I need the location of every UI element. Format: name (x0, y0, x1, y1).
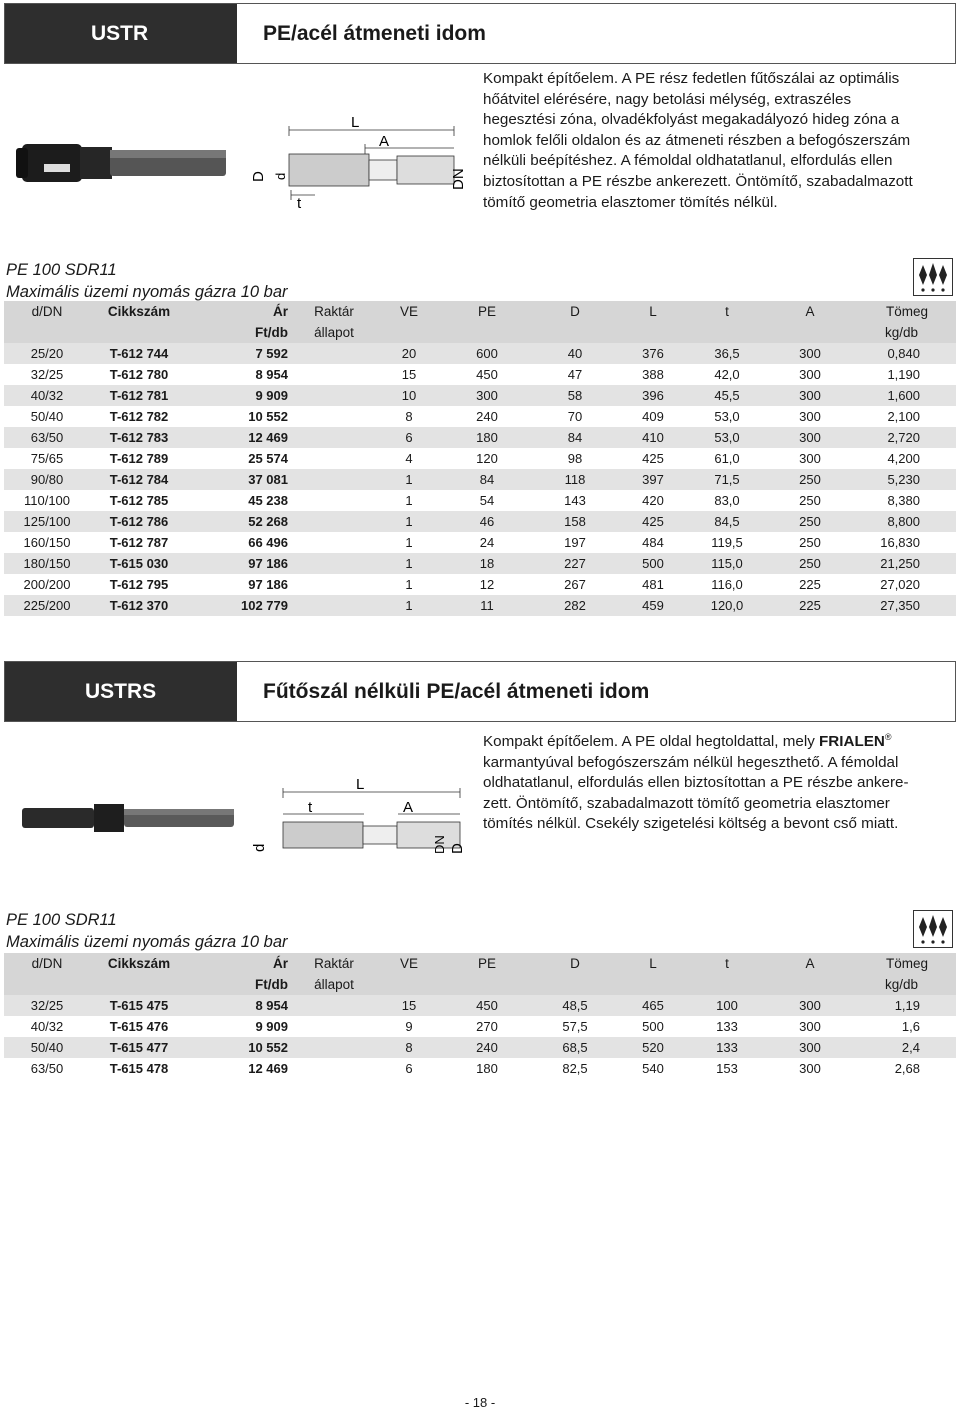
table-cell: 47 (536, 364, 614, 385)
spec-pressure: Maximális üzemi nyomás gázra 10 bar (6, 933, 288, 951)
table-cell: 4,200 (858, 448, 956, 469)
col-header: Ár (188, 953, 288, 974)
table-cell: 84 (438, 469, 536, 490)
table-cell: 9 (380, 1016, 438, 1037)
table-cell: 53,0 (692, 406, 762, 427)
table-cell: 10 (380, 385, 438, 406)
table-cell: 225/200 (4, 595, 90, 616)
table-row (4, 532, 956, 553)
table-cell: 1 (380, 511, 438, 532)
table-cell: 1 (380, 553, 438, 574)
table-cell: 270 (438, 1016, 536, 1037)
section1-code: USTR (5, 4, 237, 63)
diagram-label-A: A (379, 133, 390, 150)
table-cell: 116,0 (692, 574, 762, 595)
table-cell: T-612 786 (90, 511, 188, 532)
col-header: L (614, 953, 692, 974)
table-cell: 10 552 (188, 1037, 288, 1058)
table-row (4, 343, 956, 364)
table-cell (288, 427, 380, 448)
table-cell: 465 (614, 995, 692, 1016)
gas-pressure-icon (913, 258, 953, 296)
table-cell (288, 490, 380, 511)
col-header: PE (438, 953, 536, 974)
col-header: t (692, 953, 762, 974)
product-photo-ustr (14, 138, 230, 188)
col-header: VE (380, 953, 438, 974)
col-header: d/DN (4, 953, 90, 974)
table-cell: 240 (438, 1037, 536, 1058)
table-cell: 300 (762, 343, 858, 364)
table-cell: 300 (762, 427, 858, 448)
table-cell: 0,840 (858, 343, 956, 364)
table-cell: 115,0 (692, 553, 762, 574)
table-cell: 70 (536, 406, 614, 427)
table-cell (288, 343, 380, 364)
table-cell: 197 (536, 532, 614, 553)
table-cell: 12 469 (188, 1058, 288, 1079)
table-cell: 227 (536, 553, 614, 574)
table-cell: 71,5 (692, 469, 762, 490)
table-cell: 250 (762, 469, 858, 490)
table-cell: 180 (438, 427, 536, 448)
diagram-label-t: t (297, 195, 302, 212)
table-cell: 225 (762, 595, 858, 616)
table-cell: T-612 782 (90, 406, 188, 427)
table-cell: 300 (762, 1016, 858, 1037)
table-header-row (4, 953, 956, 974)
table-cell: 40/32 (4, 385, 90, 406)
table-subheader-row: Ft/db állapot kg/db (4, 974, 956, 995)
table-cell: 420 (614, 490, 692, 511)
table-cell: 153 (692, 1058, 762, 1079)
table-cell: 9 909 (188, 385, 288, 406)
page-number: - 18 - (464, 1395, 496, 1410)
table-cell: 300 (438, 385, 536, 406)
table-cell: 52 268 (188, 511, 288, 532)
table-cell: 376 (614, 343, 692, 364)
table-cell: 25/20 (4, 343, 90, 364)
section2-table (4, 953, 956, 1079)
table-subheader-row: Ft/db állapot kg/db (4, 322, 956, 343)
table-cell: 7 592 (188, 343, 288, 364)
table-cell: 180/150 (4, 553, 90, 574)
table-cell: 36,5 (692, 343, 762, 364)
table-cell: 1 (380, 595, 438, 616)
table-cell: 46 (438, 511, 536, 532)
table-cell: T-612 785 (90, 490, 188, 511)
table-cell: 300 (762, 406, 858, 427)
table-cell: 425 (614, 511, 692, 532)
table-cell (288, 385, 380, 406)
table-cell: 1 (380, 574, 438, 595)
table-cell: 25 574 (188, 448, 288, 469)
table-cell: 68,5 (536, 1037, 614, 1058)
table-row (4, 385, 956, 406)
section2-spec (6, 909, 288, 953)
table-cell: 32/25 (4, 995, 90, 1016)
table-cell (288, 553, 380, 574)
table-cell: 54 (438, 490, 536, 511)
col-header: Raktár (288, 953, 380, 974)
col-header: Cikkszám (90, 953, 188, 974)
table-cell (288, 511, 380, 532)
table-header-row (4, 301, 956, 322)
table-cell: 540 (614, 1058, 692, 1079)
diagram-ustrs (248, 770, 473, 860)
table-cell: 8 (380, 406, 438, 427)
table-cell: 388 (614, 364, 692, 385)
table-cell: T-615 477 (90, 1037, 188, 1058)
col-header: PE (438, 301, 536, 322)
table-cell: 48,5 (536, 995, 614, 1016)
table-cell: 6 (380, 427, 438, 448)
table-cell: 75/65 (4, 448, 90, 469)
col-header: VE (380, 301, 438, 322)
table-cell: T-612 787 (90, 532, 188, 553)
table-cell: 58 (536, 385, 614, 406)
col-header: D (536, 301, 614, 322)
table-cell: 100 (692, 995, 762, 1016)
table-row (4, 406, 956, 427)
table-cell: 397 (614, 469, 692, 490)
table-row (4, 511, 956, 532)
diagram-label-L: L (351, 114, 360, 131)
spec-material: PE 100 SDR11 (6, 911, 117, 929)
table-cell: T-612 370 (90, 595, 188, 616)
section1-description: Kompakt építőelem. A PE rész fedetlen fűtőszálai az optimális hőátvitel elérésére, nagy betolási mélység, extraszéles hegesztési zóna, olvadékfolyást megakadályozó hideg zóna a homlok felőli oldalon és az átmeneti részben a befogószerszám nélküli beépítéshez. A fémoldal oldhatatlanul, elfordulás ellen biztosítottan a PE részbe ankerezett. Öntömítő, szabadalmazott tömítő geometria elasztomer tömítés nélkül. (483, 70, 913, 211)
table-cell: T-615 475 (90, 995, 188, 1016)
table-cell: 42,0 (692, 364, 762, 385)
spec-pressure: Maximális üzemi nyomás gázra 10 bar (6, 283, 288, 301)
table-cell: 300 (762, 1058, 858, 1079)
col-header: Cikkszám (90, 301, 188, 322)
col-header: Ár (188, 301, 288, 322)
table-cell: 120 (438, 448, 536, 469)
section2-header (4, 661, 956, 722)
table-cell: 250 (762, 553, 858, 574)
table-cell: 409 (614, 406, 692, 427)
table-cell: 16,830 (858, 532, 956, 553)
table-row (4, 574, 956, 595)
table-cell (288, 406, 380, 427)
table-cell: 500 (614, 1016, 692, 1037)
table-cell: 8 (380, 1037, 438, 1058)
table-cell: 50/40 (4, 406, 90, 427)
table-cell: 520 (614, 1037, 692, 1058)
product-photo-ustrs (20, 800, 240, 840)
table-cell: 110/100 (4, 490, 90, 511)
table-cell (288, 995, 380, 1016)
diagram2-label-L: L (356, 776, 365, 793)
table-cell: 90/80 (4, 469, 90, 490)
table-row (4, 490, 956, 511)
table-cell: 282 (536, 595, 614, 616)
table-cell: 396 (614, 385, 692, 406)
table-cell: 160/150 (4, 532, 90, 553)
diagram2-label-A: A (403, 799, 414, 816)
diagram2-label-d: d (251, 843, 268, 852)
table-cell: 18 (438, 553, 536, 574)
table-cell: 1 (380, 469, 438, 490)
table-cell: 484 (614, 532, 692, 553)
table-cell: 24 (438, 532, 536, 553)
col-header: D (536, 953, 614, 974)
diagram-label-d: d (273, 172, 288, 180)
table-cell: 27,020 (858, 574, 956, 595)
table-cell: 1 (380, 490, 438, 511)
col-header: A (762, 301, 858, 322)
table-cell: 6 (380, 1058, 438, 1079)
table-cell: 53,0 (692, 427, 762, 448)
table-cell: 2,68 (858, 1058, 956, 1079)
table-row (4, 448, 956, 469)
table-cell: 459 (614, 595, 692, 616)
table-cell: 1,19 (858, 995, 956, 1016)
diagram2-label-t: t (308, 799, 313, 816)
col-header: L (614, 301, 692, 322)
table-cell (288, 448, 380, 469)
table-cell: 300 (762, 385, 858, 406)
table-cell: 200/200 (4, 574, 90, 595)
table-cell: T-612 784 (90, 469, 188, 490)
table-cell (288, 595, 380, 616)
table-cell: 11 (438, 595, 536, 616)
table-cell: T-612 780 (90, 364, 188, 385)
table-cell: 32/25 (4, 364, 90, 385)
table-cell: 250 (762, 511, 858, 532)
table-cell: 2,100 (858, 406, 956, 427)
table-cell: 481 (614, 574, 692, 595)
section2-description: Kompakt építőelem. A PE oldal hegtoldattal, mely FRIALEN® karmantyúval befogószerszám nélkül hegeszthető. A fémoldal oldhatatlanul, elfordulás ellen biztosítottan a PE részbe ankere- zett. Öntömítő, szabadalmazott tömítő geometria elasztomer tömítés nélkül. Csekély szigetelési költség a bevont cső miatt. (483, 732, 909, 833)
table-cell: 250 (762, 490, 858, 511)
table-cell: 8 954 (188, 995, 288, 1016)
table-cell: 5,230 (858, 469, 956, 490)
table-cell: T-615 030 (90, 553, 188, 574)
diagram-label-D: D (250, 171, 267, 182)
table-cell: 500 (614, 553, 692, 574)
table-cell: 180 (438, 1058, 536, 1079)
table-cell: 82,5 (536, 1058, 614, 1079)
table-cell: 45,5 (692, 385, 762, 406)
table-cell: 300 (762, 995, 858, 1016)
table-cell: 450 (438, 364, 536, 385)
gas-pressure-icon (913, 910, 953, 948)
table-cell: 2,4 (858, 1037, 956, 1058)
table-cell: 300 (762, 448, 858, 469)
table-cell (288, 364, 380, 385)
table-cell: 66 496 (188, 532, 288, 553)
table-cell: 57,5 (536, 1016, 614, 1037)
table-cell: 250 (762, 532, 858, 553)
table-cell (288, 1058, 380, 1079)
col-header: Raktár (288, 301, 380, 322)
table-cell: 83,0 (692, 490, 762, 511)
diagram-label-DN: DN (450, 168, 467, 190)
table-cell: 2,720 (858, 427, 956, 448)
table-cell: 240 (438, 406, 536, 427)
brand-frialen: FRIALEN (819, 733, 885, 751)
table-cell: 8,800 (858, 511, 956, 532)
table-cell: 300 (762, 364, 858, 385)
table-cell: T-612 783 (90, 427, 188, 448)
table-cell: T-612 744 (90, 343, 188, 364)
table-cell: 37 081 (188, 469, 288, 490)
table-cell: T-615 476 (90, 1016, 188, 1037)
table-cell: 27,350 (858, 595, 956, 616)
table-cell (288, 469, 380, 490)
table-cell: 102 779 (188, 595, 288, 616)
section1-title: PE/acél átmeneti idom (263, 21, 486, 45)
table-cell: 97 186 (188, 553, 288, 574)
table-cell (288, 1016, 380, 1037)
diagram2-label-DN: DN (432, 835, 447, 854)
section1-table (4, 301, 956, 616)
table-cell: 425 (614, 448, 692, 469)
table-cell: 21,250 (858, 553, 956, 574)
table-cell: 120,0 (692, 595, 762, 616)
table-cell: 10 552 (188, 406, 288, 427)
table-cell: 300 (762, 1037, 858, 1058)
table-cell: 119,5 (692, 532, 762, 553)
table-cell: 267 (536, 574, 614, 595)
table-cell: 50/40 (4, 1037, 90, 1058)
table-row (4, 1016, 956, 1037)
table-cell: 45 238 (188, 490, 288, 511)
table-row (4, 1037, 956, 1058)
table-cell: 600 (438, 343, 536, 364)
section2-code: USTRS (5, 662, 237, 721)
table-row (4, 995, 956, 1016)
table-cell: 40/32 (4, 1016, 90, 1037)
table-cell: 225 (762, 574, 858, 595)
col-header: Tömeg (858, 953, 956, 974)
table-cell: 1 (380, 532, 438, 553)
table-cell: 8 954 (188, 364, 288, 385)
table-cell: 410 (614, 427, 692, 448)
table-cell: 8,380 (858, 490, 956, 511)
table-cell: 1,600 (858, 385, 956, 406)
diagram-ustr (245, 110, 470, 215)
table-cell: 158 (536, 511, 614, 532)
section1-spec (6, 259, 288, 303)
table-cell: 15 (380, 995, 438, 1016)
table-cell: 133 (692, 1037, 762, 1058)
table-row (4, 595, 956, 616)
table-row (4, 427, 956, 448)
diagram2-label-D: D (449, 843, 466, 854)
table-cell (288, 1037, 380, 1058)
table-cell: 12 469 (188, 427, 288, 448)
table-cell: 1,6 (858, 1016, 956, 1037)
spec-material: PE 100 SDR11 (6, 261, 117, 279)
table-cell: 20 (380, 343, 438, 364)
table-cell: 133 (692, 1016, 762, 1037)
table-row (4, 1058, 956, 1079)
section2-title: Fűtőszál nélküli PE/acél átmeneti idom (263, 679, 650, 703)
table-cell: 40 (536, 343, 614, 364)
col-header: d/DN (4, 301, 90, 322)
table-cell: 97 186 (188, 574, 288, 595)
table-cell: 450 (438, 995, 536, 1016)
table-cell: 143 (536, 490, 614, 511)
table-row (4, 469, 956, 490)
col-header: A (762, 953, 858, 974)
table-cell: T-612 781 (90, 385, 188, 406)
section1-header (4, 3, 956, 64)
table-cell: 84,5 (692, 511, 762, 532)
table-row (4, 553, 956, 574)
col-header: t (692, 301, 762, 322)
table-cell: T-612 789 (90, 448, 188, 469)
table-row (4, 364, 956, 385)
table-cell (288, 532, 380, 553)
table-cell: 1,190 (858, 364, 956, 385)
table-cell: 125/100 (4, 511, 90, 532)
table-cell: 118 (536, 469, 614, 490)
table-cell: T-615 478 (90, 1058, 188, 1079)
table-cell: 61,0 (692, 448, 762, 469)
table-cell: 84 (536, 427, 614, 448)
table-cell: 63/50 (4, 1058, 90, 1079)
table-cell: T-612 795 (90, 574, 188, 595)
table-cell: 15 (380, 364, 438, 385)
table-cell (288, 574, 380, 595)
table-cell: 9 909 (188, 1016, 288, 1037)
table-cell: 4 (380, 448, 438, 469)
table-cell: 12 (438, 574, 536, 595)
table-cell: 98 (536, 448, 614, 469)
table-cell: 63/50 (4, 427, 90, 448)
col-header: Tömeg (858, 301, 956, 322)
